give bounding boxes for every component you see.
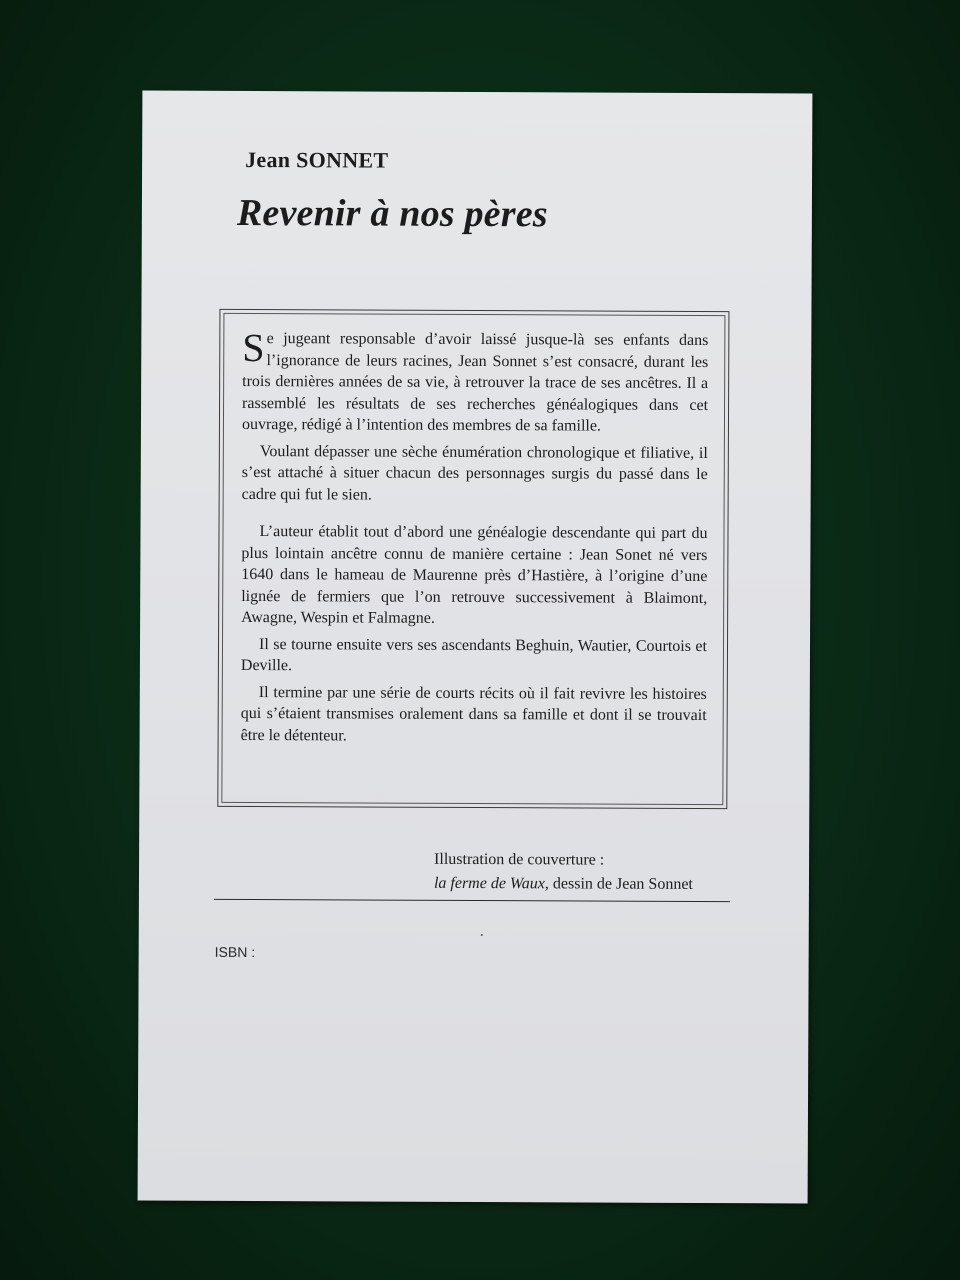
speck [481, 934, 483, 936]
blurb-frame [217, 309, 729, 809]
blurb-paragraph-4: Il se tourne ensuite vers ses ascendants Beghuin, Wautier, Courtois et Deville. [240, 635, 708, 675]
illustration-credit [434, 848, 693, 897]
blurb-paragraph-1-text: e jugeant responsable d’avoir laissé jusque-là ses enfants dans l’ignorance de leurs racines, Jean Sonnet s’est consacré, durant les trois dernières années de sa vie, à retrouver la trace de ses ancêtres. Il a rassemblé les résultats de ses recherches généalogiques dans cet ouvrage, rédigé à l’intention des membres de sa famille. [241, 330, 709, 435]
illustration-credit-heading: Illustration de couverture : [434, 850, 605, 869]
blurb-paragraph-3: L’auteur établit tout d’abord une généalogie descendante qui part du plus lointain ancêtre connu de manière certaine : Jean Sonet né vers 1640 dans le hameau de Maurenne près d’Hastière, à l’origine d’une lignée de fermiers que l’on retrouve successivement à Blaimont, Awagne, Wespin et Falmagne. [241, 523, 708, 627]
illustration-title: la ferme de Waux, [433, 874, 549, 893]
illustration-author: dessin de Jean Sonnet [548, 875, 693, 893]
drop-cap: S [242, 324, 265, 371]
blurb-paragraph-1 [241, 324, 709, 438]
blurb-paragraph-5: Il termine par une série de courts récits où il fait revivre les histoires qui s’étaient transmises oralement dans sa famille et dont il se trouvait être le détenteur. [240, 683, 707, 744]
divider-line [214, 899, 730, 902]
blurb-text [240, 324, 709, 753]
book-title: Revenir à nos pères [236, 191, 548, 236]
isbn-label: ISBN : [214, 943, 256, 961]
illustration-credit-line [434, 872, 693, 897]
author-name: Jean SONNET [245, 146, 389, 173]
book-back-cover [138, 91, 813, 1204]
blurb-paragraph-2: Voulant dépasser une sèche énumération chronologique et filiative, il s’est attaché à situer chacun des personnages surgis du passé dans le cadre qui fut le sien. [241, 442, 708, 504]
